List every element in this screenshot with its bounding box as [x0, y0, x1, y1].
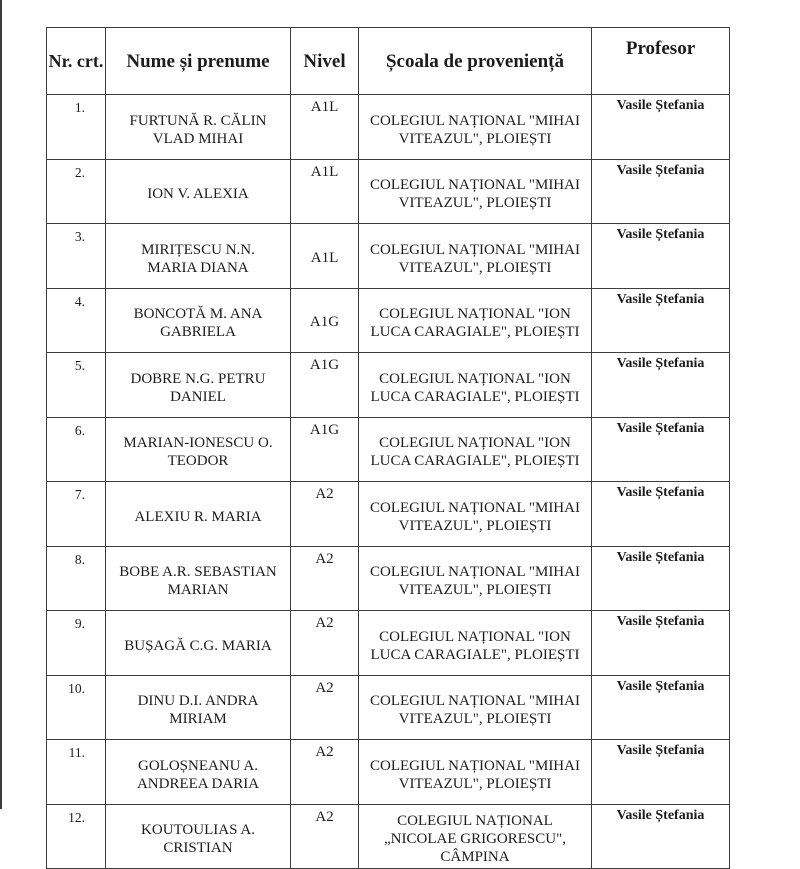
row-number: 3.	[47, 224, 106, 289]
table-row	[47, 546, 730, 611]
student-level: A1G	[291, 353, 359, 418]
teacher-name: Vasile Ștefania	[592, 417, 730, 482]
origin-school: COLEGIUL NAȚIONAL "MIHAI VITEAZUL", PLOIEȘTI	[359, 675, 592, 740]
student-name: FURTUNĂ R. CĂLIN VLAD MIHAI	[106, 95, 291, 160]
origin-school: COLEGIUL NAȚIONAL "MIHAI VITEAZUL", PLOIEȘTI	[359, 482, 592, 547]
table-header-row	[47, 28, 730, 95]
row-number: 8.	[47, 546, 106, 611]
table-row	[47, 159, 730, 224]
row-number: 5.	[47, 353, 106, 418]
table-row	[47, 417, 730, 482]
student-level: A1L	[291, 159, 359, 224]
student-name: KOUTOULIAS A. CRISTIAN	[106, 804, 291, 869]
row-number: 11.	[47, 740, 106, 805]
student-name: GOLOȘNEANU A. ANDREEA DARIA	[106, 740, 291, 805]
teacher-name: Vasile Ștefania	[592, 675, 730, 740]
origin-school: COLEGIUL NAȚIONAL "ION LUCA CARAGIALE", PLOIEȘTI	[359, 417, 592, 482]
teacher-name: Vasile Ștefania	[592, 804, 730, 869]
student-level: A2	[291, 740, 359, 805]
teacher-name: Vasile Ștefania	[592, 611, 730, 676]
table-row	[47, 353, 730, 418]
student-level: A2	[291, 675, 359, 740]
student-name: DINU D.I. ANDRA MIRIAM	[106, 675, 291, 740]
table-row	[47, 288, 730, 353]
header-nr: Nr. crt.	[47, 28, 106, 95]
teacher-name: Vasile Ștefania	[592, 95, 730, 160]
teacher-name: Vasile Ștefania	[592, 224, 730, 289]
teacher-name: Vasile Ștefania	[592, 288, 730, 353]
header-teacher: Profesor	[592, 28, 730, 95]
student-name: MIRIȚESCU N.N. MARIA DIANA	[106, 224, 291, 289]
teacher-name: Vasile Ștefania	[592, 159, 730, 224]
student-name: BUȘAGĂ C.G. MARIA	[106, 611, 291, 676]
student-name: MARIAN-IONESCU O. TEODOR	[106, 417, 291, 482]
row-number: 6.	[47, 417, 106, 482]
row-number: 2.	[47, 159, 106, 224]
students-table	[46, 27, 730, 869]
table-row	[47, 740, 730, 805]
table-row	[47, 482, 730, 547]
header-level: Nivel	[291, 28, 359, 95]
student-level: A1L	[291, 224, 359, 289]
row-number: 7.	[47, 482, 106, 547]
row-number: 1.	[47, 95, 106, 160]
header-name: Nume și prenume	[106, 28, 291, 95]
teacher-name: Vasile Ștefania	[592, 353, 730, 418]
table-row	[47, 675, 730, 740]
row-number: 4.	[47, 288, 106, 353]
student-name: DOBRE N.G. PETRU DANIEL	[106, 353, 291, 418]
student-level: A1G	[291, 417, 359, 482]
origin-school: COLEGIUL NAȚIONAL „NICOLAE GRIGORESCU", CÂMPINA	[359, 804, 592, 869]
origin-school: COLEGIUL NAȚIONAL "ION LUCA CARAGIALE", PLOIEȘTI	[359, 288, 592, 353]
student-name: BONCOTĂ M. ANA GABRIELA	[106, 288, 291, 353]
student-level: A1G	[291, 288, 359, 353]
origin-school: COLEGIUL NAȚIONAL "ION LUCA CARAGIALE", PLOIEȘTI	[359, 353, 592, 418]
origin-school: COLEGIUL NAȚIONAL "MIHAI VITEAZUL", PLOIEȘTI	[359, 95, 592, 160]
row-number: 12.	[47, 804, 106, 869]
student-name: ION V. ALEXIA	[106, 159, 291, 224]
student-level: A2	[291, 482, 359, 547]
student-name: ALEXIU R. MARIA	[106, 482, 291, 547]
teacher-name: Vasile Ștefania	[592, 740, 730, 805]
origin-school: COLEGIUL NAȚIONAL "ION LUCA CARAGIALE", PLOIEȘTI	[359, 611, 592, 676]
table-row	[47, 611, 730, 676]
student-level: A2	[291, 546, 359, 611]
row-number: 10.	[47, 675, 106, 740]
student-level: A2	[291, 804, 359, 869]
header-school: Școala de proveniență	[359, 28, 592, 95]
table-row	[47, 224, 730, 289]
origin-school: COLEGIUL NAȚIONAL "MIHAI VITEAZUL", PLOIEȘTI	[359, 224, 592, 289]
origin-school: COLEGIUL NAȚIONAL "MIHAI VITEAZUL", PLOIEȘTI	[359, 159, 592, 224]
table-row	[47, 95, 730, 160]
origin-school: COLEGIUL NAȚIONAL "MIHAI VITEAZUL", PLOIEȘTI	[359, 546, 592, 611]
teacher-name: Vasile Ștefania	[592, 546, 730, 611]
student-level: A2	[291, 611, 359, 676]
student-level: A1L	[291, 95, 359, 160]
scan-edge	[0, 0, 2, 809]
row-number: 9.	[47, 611, 106, 676]
student-name: BOBE A.R. SEBASTIAN MARIAN	[106, 546, 291, 611]
table-row	[47, 804, 730, 869]
origin-school: COLEGIUL NAȚIONAL "MIHAI VITEAZUL", PLOIEȘTI	[359, 740, 592, 805]
teacher-name: Vasile Ștefania	[592, 482, 730, 547]
